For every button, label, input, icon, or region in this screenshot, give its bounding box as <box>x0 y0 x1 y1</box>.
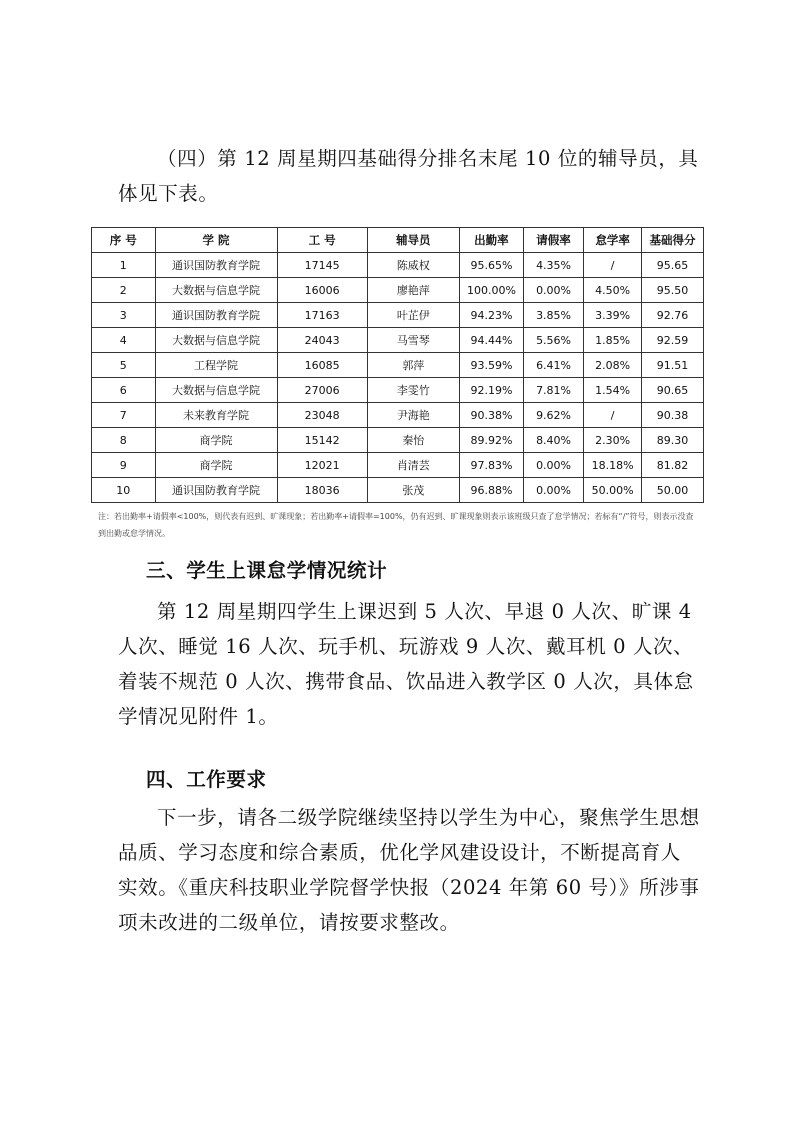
cell-college: 通识国防教育学院 <box>155 253 277 278</box>
cell-index: 10 <box>92 478 156 503</box>
cell-leave-rate: 0.00% <box>523 478 583 503</box>
cell-counselor: 尹海艳 <box>367 403 459 428</box>
cell-index: 1 <box>92 253 156 278</box>
table-row <box>92 353 704 378</box>
cell-base-score: 92.76 <box>642 303 704 328</box>
cell-slack-rate: 18.18% <box>584 453 642 478</box>
intro-paragraph: （四）第 12 周星期四基础得分排名末尾 10 位的辅导员，具体见下表。 <box>118 147 699 205</box>
header-index: 序 号 <box>92 228 156 253</box>
cell-base-score: 92.59 <box>642 328 704 353</box>
table-row <box>92 478 704 503</box>
cell-staff-id: 15142 <box>277 428 367 453</box>
section-4-body: 下一步，请各二级学院继续坚持以学生为中心，聚焦学生思想品质、学习态度和综合素质，优化学风建设设计，不断提高育人实效。《重庆科技职业学院督学快报（2024 年第 60 号）》所涉事项未改进的二级单位，请按要求整改。 <box>118 806 700 934</box>
cell-attendance-rate: 100.00% <box>459 278 523 303</box>
table-note: 注：若出勤率+请假率<100%，则代表有迟到、旷课现象；若出勤率+请假率=100%，仍有迟到、旷课现象则表示该班级只查了怠学情况；若标有“/”符号，则表示没查到出勤或怠学情况。 <box>98 512 694 538</box>
cell-attendance-rate: 97.83% <box>459 453 523 478</box>
cell-slack-rate: 1.54% <box>584 378 642 403</box>
cell-index: 5 <box>92 353 156 378</box>
cell-counselor: 张茂 <box>367 478 459 503</box>
section-3-body: 第 12 周星期四学生上课迟到 5 人次、早退 0 人次、旷课 4 人次、睡觉 16 人次、玩手机、玩游戏 9 人次、戴耳机 0 人次、着装不规范 0 人次、携带食品、饮品进入教学区 0 人次，具体怠学情况见附件 1。 <box>118 600 694 728</box>
cell-leave-rate: 8.40% <box>523 428 583 453</box>
cell-index: 7 <box>92 403 156 428</box>
cell-staff-id: 27006 <box>277 378 367 403</box>
cell-counselor: 李雯竹 <box>367 378 459 403</box>
cell-college: 未来教育学院 <box>155 403 277 428</box>
cell-staff-id: 16085 <box>277 353 367 378</box>
cell-leave-rate: 0.00% <box>523 278 583 303</box>
header-counselor: 辅导员 <box>367 228 459 253</box>
cell-staff-id: 23048 <box>277 403 367 428</box>
cell-slack-rate: 2.30% <box>584 428 642 453</box>
cell-slack-rate: 4.50% <box>584 278 642 303</box>
cell-base-score: 91.51 <box>642 353 704 378</box>
cell-college: 大数据与信息学院 <box>155 328 277 353</box>
section-4-heading: 四、工作要求 <box>146 768 267 791</box>
cell-leave-rate: 9.62% <box>523 403 583 428</box>
table-row <box>92 328 704 353</box>
header-college: 学 院 <box>155 228 277 253</box>
table-row <box>92 303 704 328</box>
header-attendance-rate: 出勤率 <box>459 228 523 253</box>
cell-college: 通识国防教育学院 <box>155 478 277 503</box>
cell-slack-rate: 1.85% <box>584 328 642 353</box>
cell-attendance-rate: 90.38% <box>459 403 523 428</box>
cell-leave-rate: 0.00% <box>523 453 583 478</box>
table-row <box>92 453 704 478</box>
cell-index: 8 <box>92 428 156 453</box>
cell-leave-rate: 5.56% <box>523 328 583 353</box>
cell-college: 工程学院 <box>155 353 277 378</box>
cell-index: 9 <box>92 453 156 478</box>
table-row <box>92 378 704 403</box>
cell-slack-rate: 3.39% <box>584 303 642 328</box>
cell-index: 2 <box>92 278 156 303</box>
cell-counselor: 郭萍 <box>367 353 459 378</box>
cell-counselor: 马雪琴 <box>367 328 459 353</box>
cell-index: 3 <box>92 303 156 328</box>
cell-attendance-rate: 94.23% <box>459 303 523 328</box>
cell-base-score: 81.82 <box>642 453 704 478</box>
cell-college: 商学院 <box>155 428 277 453</box>
cell-college: 大数据与信息学院 <box>155 278 277 303</box>
cell-staff-id: 18036 <box>277 478 367 503</box>
table-header-row <box>92 228 704 253</box>
cell-staff-id: 17163 <box>277 303 367 328</box>
cell-counselor: 肖清芸 <box>367 453 459 478</box>
cell-staff-id: 12021 <box>277 453 367 478</box>
table-row <box>92 428 704 453</box>
table-row <box>92 278 704 303</box>
section-3-heading: 三、学生上课怠学情况统计 <box>146 559 388 582</box>
cell-college: 商学院 <box>155 453 277 478</box>
cell-counselor: 秦怡 <box>367 428 459 453</box>
cell-college: 大数据与信息学院 <box>155 378 277 403</box>
cell-leave-rate: 7.81% <box>523 378 583 403</box>
cell-index: 6 <box>92 378 156 403</box>
cell-base-score: 95.65 <box>642 253 704 278</box>
cell-index: 4 <box>92 328 156 353</box>
cell-base-score: 95.50 <box>642 278 704 303</box>
cell-leave-rate: 3.85% <box>523 303 583 328</box>
cell-counselor: 叶芷伊 <box>367 303 459 328</box>
cell-base-score: 90.38 <box>642 403 704 428</box>
cell-slack-rate: 50.00% <box>584 478 642 503</box>
cell-counselor: 陈威权 <box>367 253 459 278</box>
cell-staff-id: 24043 <box>277 328 367 353</box>
header-leave-rate: 请假率 <box>523 228 583 253</box>
cell-counselor: 廖艳萍 <box>367 278 459 303</box>
table-row <box>92 403 704 428</box>
header-slack-rate: 怠学率 <box>584 228 642 253</box>
header-base-score: 基础得分 <box>642 228 704 253</box>
cell-base-score: 50.00 <box>642 478 704 503</box>
header-staff-id: 工 号 <box>277 228 367 253</box>
cell-slack-rate: / <box>584 403 642 428</box>
cell-college: 通识国防教育学院 <box>155 303 277 328</box>
cell-attendance-rate: 93.59% <box>459 353 523 378</box>
cell-staff-id: 16006 <box>277 278 367 303</box>
cell-staff-id: 17145 <box>277 253 367 278</box>
table-row <box>92 253 704 278</box>
cell-attendance-rate: 94.44% <box>459 328 523 353</box>
cell-base-score: 89.30 <box>642 428 704 453</box>
cell-leave-rate: 6.41% <box>523 353 583 378</box>
cell-attendance-rate: 95.65% <box>459 253 523 278</box>
cell-attendance-rate: 89.92% <box>459 428 523 453</box>
cell-slack-rate: 2.08% <box>584 353 642 378</box>
cell-base-score: 90.65 <box>642 378 704 403</box>
cell-attendance-rate: 96.88% <box>459 478 523 503</box>
cell-leave-rate: 4.35% <box>523 253 583 278</box>
cell-slack-rate: / <box>584 253 642 278</box>
cell-attendance-rate: 92.19% <box>459 378 523 403</box>
bottom-ten-counselor-table <box>91 227 704 503</box>
